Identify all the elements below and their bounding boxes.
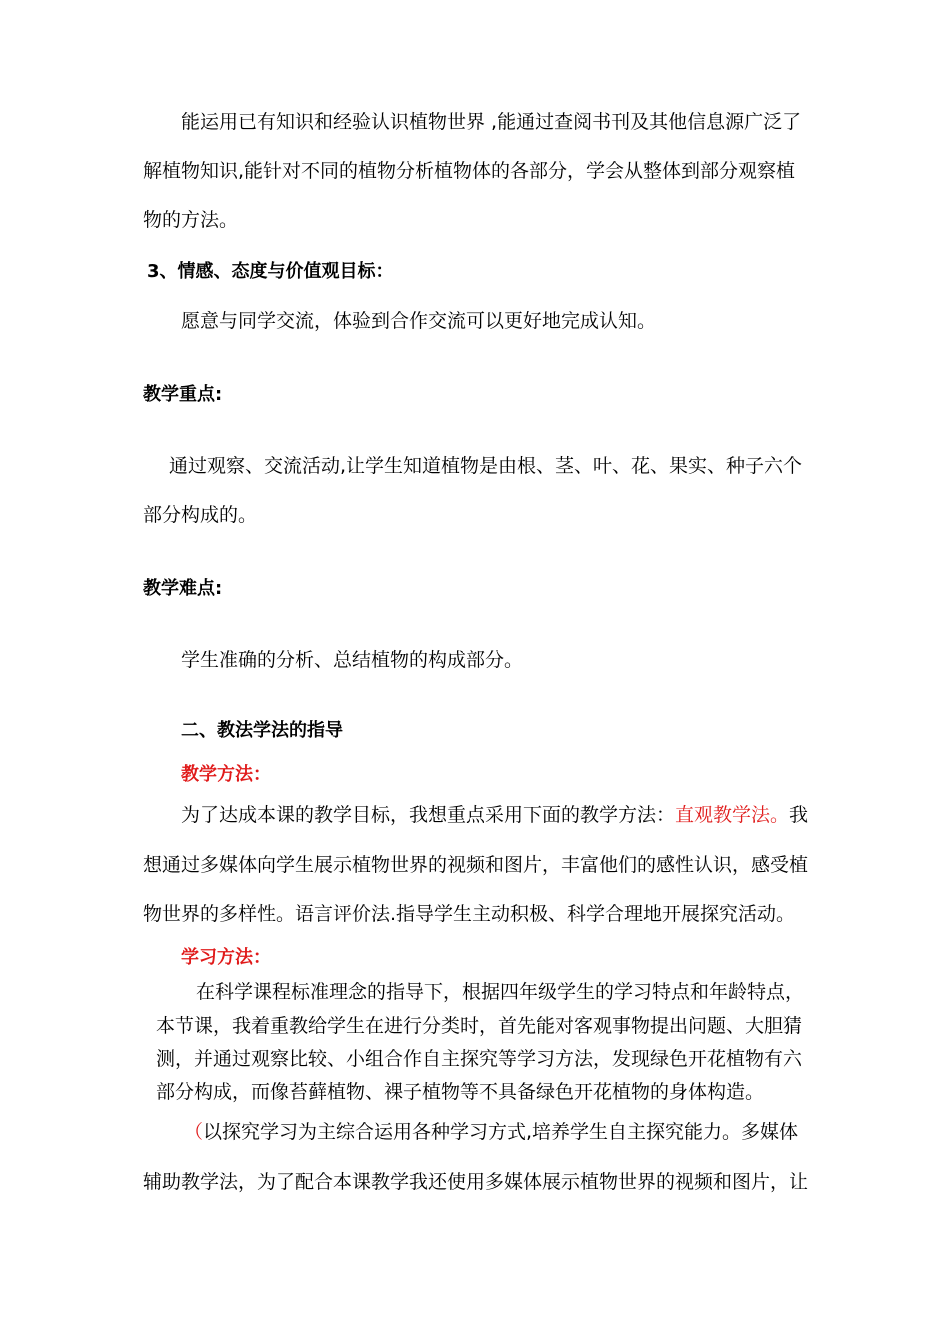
highlighted-method: 直观教学法。 [675, 804, 790, 826]
paragraph-line: 学生准确的分析、总结植物的构成部分。 [181, 649, 524, 671]
paragraph-line: 物世界的多样性。语言评价法.指导学生主动积极、科学合理地开展探究活动。 [143, 903, 796, 925]
paragraph-line [181, 803, 808, 827]
paragraph-line: 部分构成的。 [143, 504, 258, 526]
paragraph-line: 物的方法。 [143, 209, 239, 231]
key-point-title: 教学重点: [143, 384, 223, 405]
paragraph-line: 解植物知识,能针对不同的植物分析植物体的各部分，学会从整体到部分观察植 [143, 160, 796, 182]
open-bracket: （ [184, 1121, 204, 1143]
paragraph-line: 想通过多媒体向学生展示植物世界的视频和图片，丰富他们的感性认识，感受植 [143, 854, 809, 876]
section-heading: 3、情感、态度与价值观目标： [147, 261, 394, 282]
paragraph-line [184, 1120, 798, 1144]
paragraph-line: 通过观察、交流活动,让学生知道植物是由根、茎、叶、花、果实、种子六个 [169, 455, 803, 477]
paragraph-line: 辅助教学法，为了配合本课教学我还使用多媒体展示植物世界的视频和图片，让 [143, 1171, 809, 1193]
text-span: 为了达成本课的教学目标，我想重点采用下面的教学方法： [181, 804, 676, 826]
difficulty-title: 教学难点: [143, 578, 223, 599]
paragraph-line: 能运用已有知识和经验认识植物世界 ,能通过查阅书刊及其他信息源广泛了 [181, 111, 802, 133]
paragraph-line: 愿意与同学交流，体验到合作交流可以更好地完成认知。 [181, 310, 657, 332]
teaching-method-title: 教学方法： [181, 764, 271, 785]
section-title: 二、教法学法的指导 [181, 720, 343, 741]
learning-method-title: 学习方法： [181, 947, 271, 968]
text-span: 我 [789, 804, 809, 826]
paragraph-line: 部分构成，而像苔藓植物、裸子植物等不具备绿色开花植物的身体构造。 [156, 1081, 765, 1103]
text-span: 以探究学习为主综合运用各种学习方式,培养学生自主探究能力。多媒体 [203, 1121, 799, 1143]
paragraph-line: 测，并通过观察比较、小组合作自主探究等学习方法，发现绿色开花植物有六 [156, 1048, 803, 1070]
paragraph-line: 本节课，我着重教给学生在进行分类时，首先能对客观事物提出问题、大胆猜 [156, 1015, 803, 1037]
paragraph-line: 在科学课程标准理念的指导下，根据四年级学生的学习特点和年龄特点， [196, 981, 805, 1003]
